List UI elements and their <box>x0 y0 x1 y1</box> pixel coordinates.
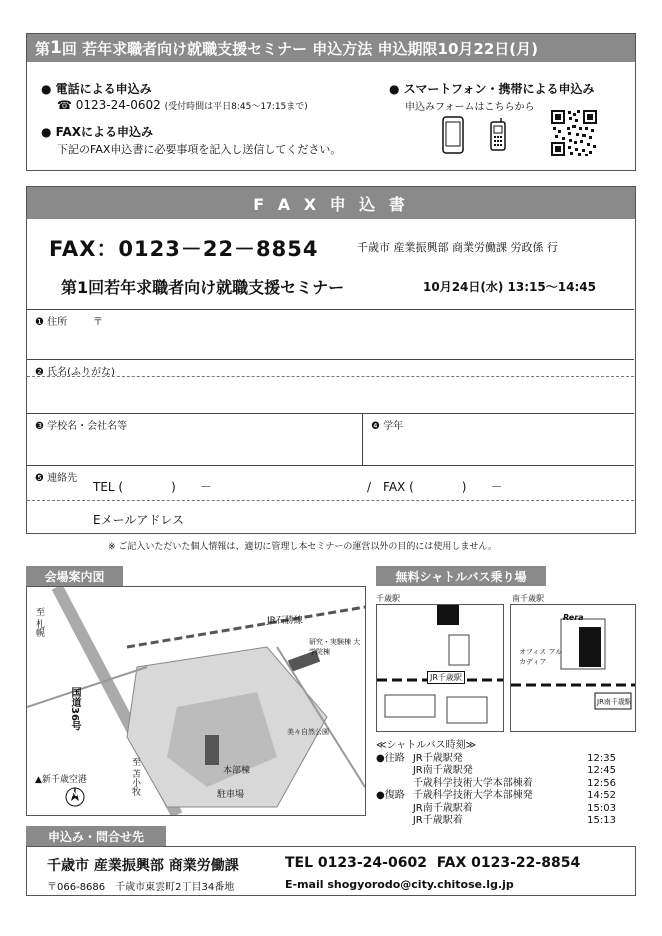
method-box <box>26 33 636 171</box>
fax-input[interactable]: / FAX ( ) － <box>367 480 503 494</box>
honbu-building <box>205 735 219 765</box>
schedule-group-label: ●往路 <box>376 752 405 764</box>
station-chitose: 千歳駅 <box>376 594 400 603</box>
fax-form-header: F A X 申 込 書 <box>27 187 635 219</box>
phone-line <box>57 98 308 112</box>
schedule-group-label <box>376 815 413 828</box>
schedule-row <box>376 790 636 803</box>
fax-form <box>26 186 636 534</box>
contact-dept: 千歳市 産業振興部 商業労働課 <box>47 858 239 874</box>
smartphone-icon <box>442 116 464 154</box>
name-field[interactable] <box>27 377 634 413</box>
bus-label-jr-chitose: JR千歳駅 <box>427 671 465 684</box>
contact-tel-fax: TEL 0123-24-0602 FAX 0123-22-8854 <box>285 855 581 871</box>
address-label: ❶ 住所 <box>35 317 68 328</box>
schedule-row <box>376 778 636 791</box>
email-field[interactable] <box>27 501 634 533</box>
schedule-stop: JR千歳駅着 <box>412 815 463 826</box>
map-label-park: 美々自然公園 <box>287 728 329 736</box>
schedule-row <box>376 803 636 816</box>
map-label-route36: 国道36号 <box>69 687 80 731</box>
fax-note: 下記のFAX申込書に必要事項を記入し送信してください。 <box>57 143 342 156</box>
address-field[interactable] <box>27 309 634 359</box>
bus-label-office: オフィス アルカディア <box>519 648 563 666</box>
schedule-time: 12:45 <box>587 765 616 776</box>
seminar-title: 第1回若年求職者向け就職支援セミナー <box>61 278 345 297</box>
phone-hours: (受付時間は平日8:45〜17:15まで) <box>164 102 308 112</box>
school-field[interactable] <box>27 413 363 465</box>
name-label: ❷ 氏名(ふりがな) <box>35 367 115 378</box>
schedule-time: 14:52 <box>587 790 616 801</box>
contact-field <box>27 465 634 501</box>
schedule-stop: JR千歳駅発 <box>412 752 463 764</box>
schedule-time: 12:35 <box>587 752 616 764</box>
contact-address: 〒066-8686 千歳市東雲町2丁目34番地 <box>47 882 235 893</box>
north-label: N <box>71 789 78 798</box>
bus-label-rera: Rera <box>563 613 584 622</box>
venue-map <box>26 586 366 816</box>
schedule-row <box>376 815 636 828</box>
mobile-phone-icon <box>488 118 508 152</box>
grade-label: ❹ 学年 <box>371 421 404 432</box>
qr-code-icon[interactable] <box>551 110 597 156</box>
school-label: ❸ 学校名・会社名等 <box>35 421 128 432</box>
schedule-group-label <box>376 778 413 791</box>
contact-label: ❺ 連絡先 <box>35 473 78 484</box>
schedule-stop: 千歳科学技術大学本部棟着 <box>412 777 533 789</box>
contact-email[interactable]: E-mail shogyorodo@city.chitose.lg.jp <box>285 878 514 891</box>
map-label-sapporo: 至 札幌 <box>34 607 44 637</box>
seminar-datetime: 10月24日(水) 13:15〜14:45 <box>423 280 596 294</box>
bus-schedule <box>376 740 636 828</box>
map-heading: 会場案内図 <box>26 566 123 586</box>
schedule-stop: JR南千歳駅発 <box>412 765 473 776</box>
map-label-honbu: 本部棟 <box>223 766 251 776</box>
map-label-research: 研究・実験棟 大学院棟 <box>309 638 361 656</box>
bus-map-minami <box>510 604 636 732</box>
recipient: 千歳市 産業振興部 商業労働課 労政係 行 <box>357 241 558 254</box>
smart-note: 申込みフォームはこちらから <box>405 102 535 113</box>
schedule-row <box>376 753 636 766</box>
schedule-rows <box>376 753 636 828</box>
map-label-jr-line: JR石勝線 <box>267 616 303 626</box>
method-title-num: 1 <box>50 38 62 58</box>
postal-mark: 〒 <box>93 317 103 328</box>
schedule-group-label: ●復路 <box>376 790 405 801</box>
schedule-time: 15:13 <box>587 815 616 826</box>
schedule-stop: 千歳科学技術大学本部棟発 <box>412 790 533 801</box>
schedule-time: 12:56 <box>587 777 616 789</box>
grade-field[interactable] <box>363 413 634 465</box>
map-label-parking: 駐車場 <box>217 790 245 800</box>
phone-number: 0123-24-0602 <box>75 98 161 112</box>
fax-number: FAX：0123－22－8854 <box>49 237 319 261</box>
schedule-group-label <box>376 803 413 816</box>
smart-heading: ● スマートフォン・携帯による申込み <box>389 82 595 96</box>
bus-heading: 無料シャトルバス乗り場 <box>376 566 546 586</box>
schedule-time: 15:03 <box>587 802 616 814</box>
bus-label-jr-minami: JR南千歳駅 <box>597 698 632 706</box>
phone-heading: ● 電話による申込み <box>41 82 152 96</box>
tel-input[interactable]: TEL ( ) － <box>93 480 212 494</box>
schedule-stop: JR南千歳駅着 <box>412 802 473 814</box>
map-label-airport: ▲新千歳空港 <box>35 775 87 785</box>
method-title-prefix: 第 <box>35 39 51 58</box>
name-furigana-field[interactable] <box>27 359 634 377</box>
schedule-group-label <box>376 765 413 778</box>
phone-icon: ☎ <box>57 98 72 112</box>
schedule-title: ≪シャトルバス時刻≫ <box>376 740 477 751</box>
email-label: Eメールアドレス <box>93 513 184 527</box>
station-minami: 南千歳駅 <box>512 594 544 603</box>
method-header <box>27 34 635 62</box>
bus-map-chitose <box>376 604 504 732</box>
method-title: 回 若年求職者向け就職支援セミナー 申込方法 申込期限10月22日(月) <box>61 39 538 58</box>
map-label-tomakomai: 至 苫小牧 <box>130 757 140 796</box>
contact-box <box>26 846 636 896</box>
contact-heading: 申込み・問合せ先 <box>26 826 166 846</box>
schedule-row <box>376 765 636 778</box>
privacy-note: ※ ご記入いただいた個人情報は、適切に管理し本セミナーの運営以外の目的には使用しません。 <box>108 542 497 552</box>
fax-heading: ● FAXによる申込み <box>41 125 154 139</box>
